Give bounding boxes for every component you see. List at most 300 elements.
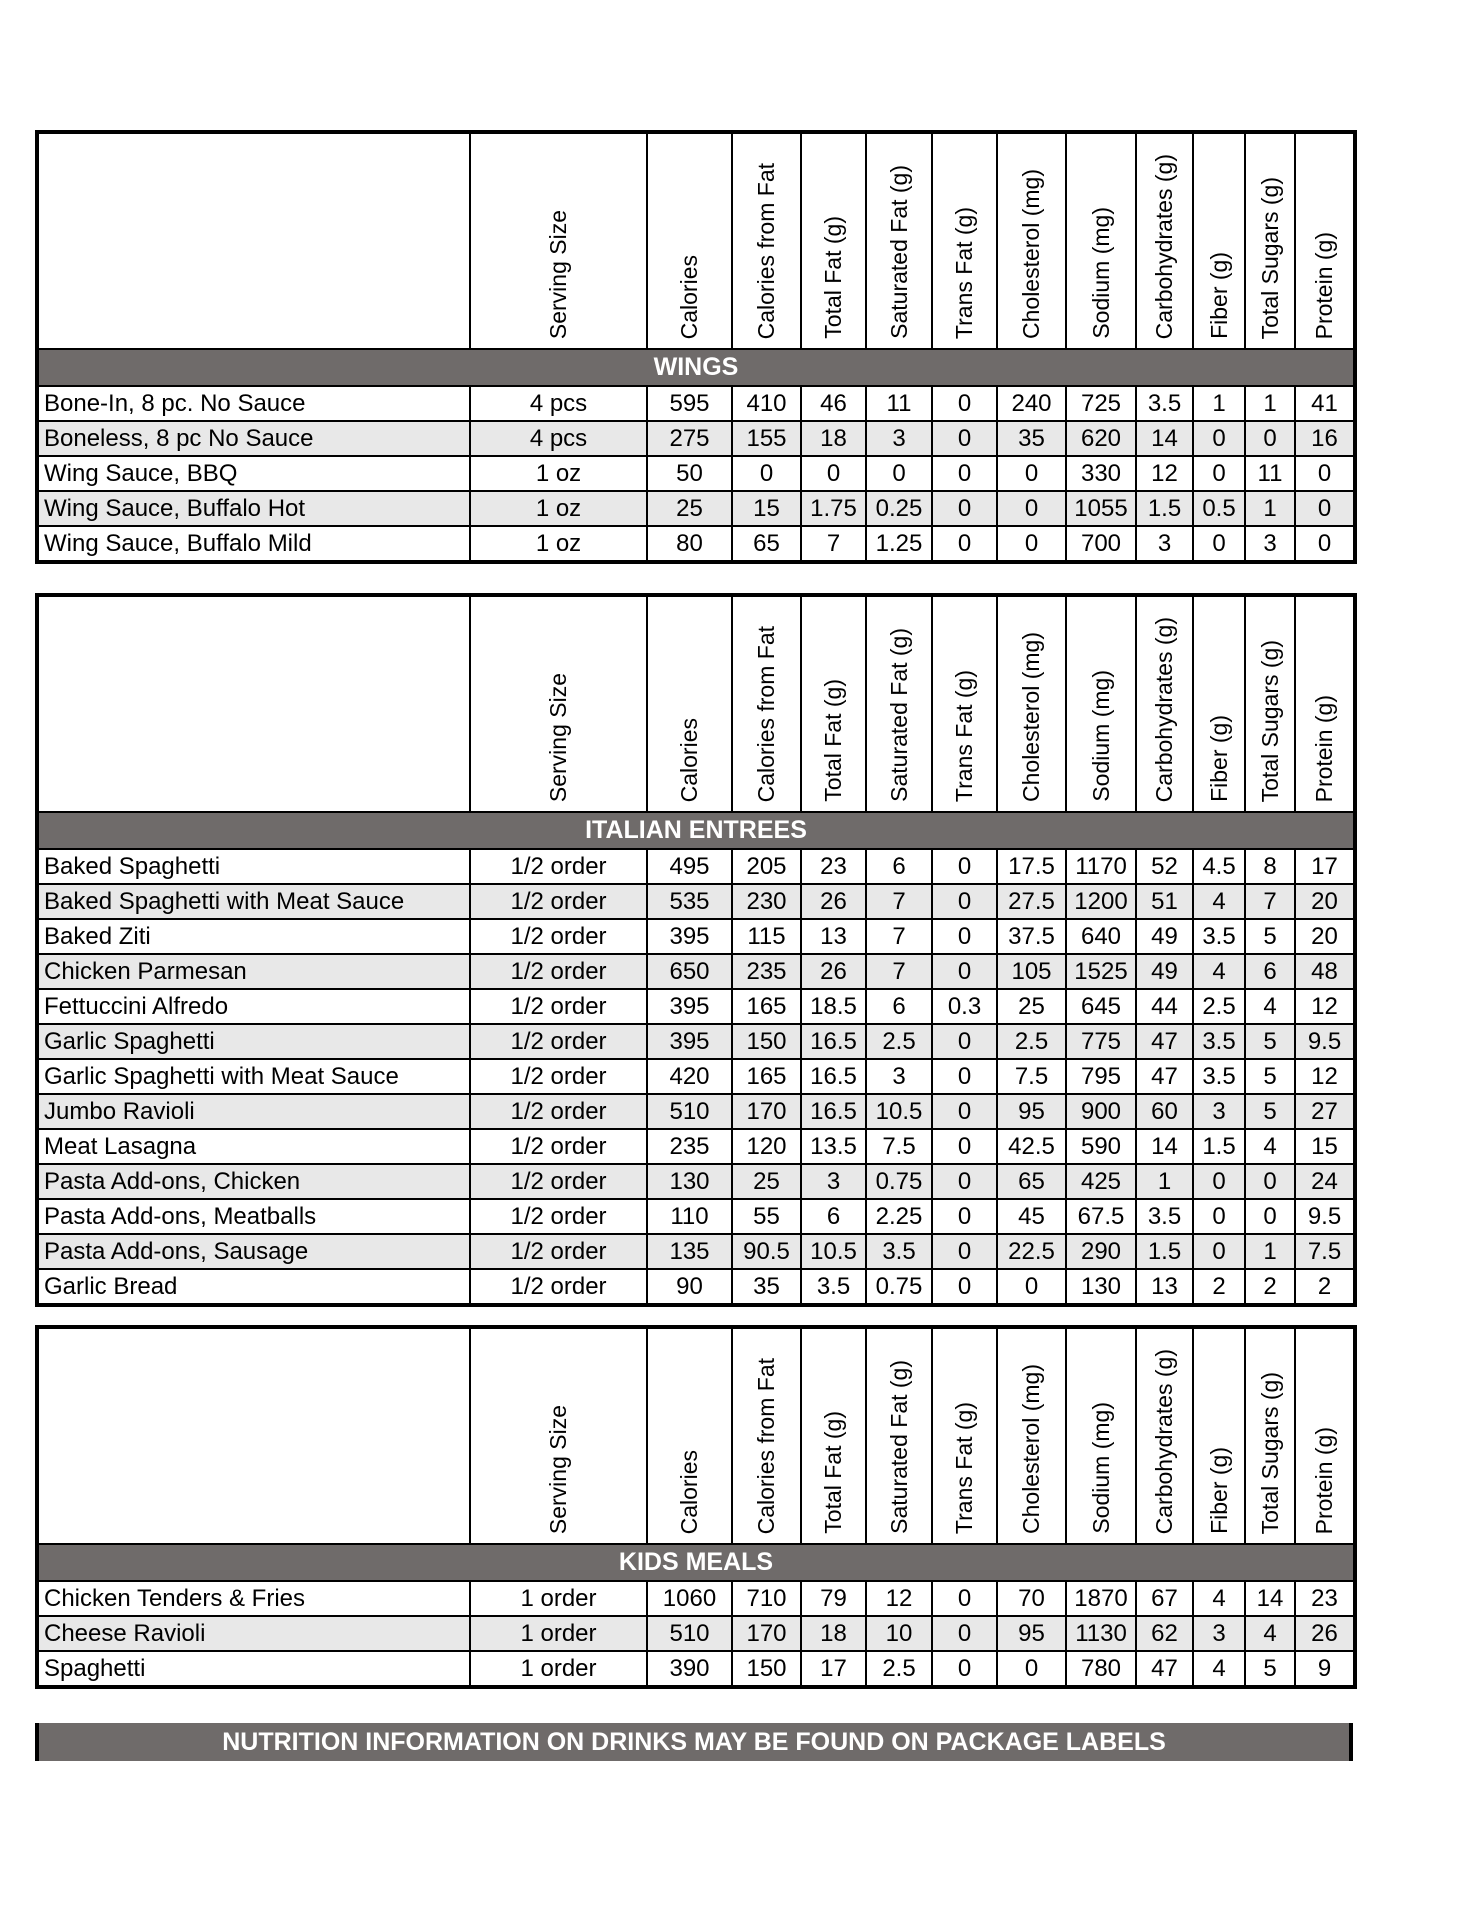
column-header-label: Fiber (g) (1205, 715, 1232, 802)
column-header-row (37, 1327, 1355, 1544)
column-header-serving-size (470, 595, 647, 812)
column-header-calories-from-fat (732, 595, 801, 812)
cell-calories: 275 (647, 421, 732, 456)
table-row (37, 526, 1355, 562)
column-header-trans-fat-g (932, 595, 997, 812)
cell-calories: 80 (647, 526, 732, 562)
cell-protein-g: 0 (1295, 491, 1355, 526)
cell-protein-g: 26 (1295, 1616, 1355, 1651)
cell-total-sugars-g: 7 (1245, 884, 1295, 919)
cell-cholesterol-mg: 0 (997, 1651, 1066, 1687)
cell-total-sugars-g: 0 (1245, 1199, 1295, 1234)
section-title-band (37, 812, 1355, 849)
cell-carbohydrates-g: 49 (1136, 919, 1193, 954)
column-header-label: Carbohydrates (g) (1151, 616, 1177, 802)
cell-total-sugars-g: 1 (1245, 1234, 1295, 1269)
column-header-label: Carbohydrates (g) (1151, 153, 1177, 339)
cell-fiber-g: 2 (1193, 1269, 1245, 1305)
cell-calories-from-fat: 55 (732, 1199, 801, 1234)
table-row (37, 1164, 1355, 1199)
column-header-saturated-fat-g (866, 595, 932, 812)
column-header-total-fat-g (801, 1327, 866, 1544)
column-header-sodium-mg (1066, 595, 1136, 812)
item-name: Chicken Tenders & Fries (37, 1581, 470, 1616)
column-header-label: Calories (676, 1449, 702, 1534)
cell-sodium-mg: 1170 (1066, 849, 1136, 884)
cell-cholesterol-mg: 105 (997, 954, 1066, 989)
cell-calories: 510 (647, 1094, 732, 1129)
item-name: Baked Spaghetti with Meat Sauce (37, 884, 470, 919)
item-name: Pasta Add-ons, Meatballs (37, 1199, 470, 1234)
cell-carbohydrates-g: 14 (1136, 421, 1193, 456)
cell-fiber-g: 0 (1193, 1199, 1245, 1234)
cell-serving-size: 1/2 order (470, 1269, 647, 1305)
cell-carbohydrates-g: 3.5 (1136, 1199, 1193, 1234)
cell-protein-g: 24 (1295, 1164, 1355, 1199)
cell-trans-fat-g: 0 (932, 884, 997, 919)
cell-cholesterol-mg: 0 (997, 491, 1066, 526)
column-header-label: Sodium (mg) (1087, 670, 1114, 802)
wings-table (35, 130, 1357, 564)
item-name: Jumbo Ravioli (37, 1094, 470, 1129)
cell-carbohydrates-g: 49 (1136, 954, 1193, 989)
cell-total-fat-g: 3 (801, 1164, 866, 1199)
cell-calories-from-fat: 165 (732, 989, 801, 1024)
column-header-label: Total Fat (g) (820, 679, 846, 802)
column-header-label: Serving Size (545, 1404, 571, 1534)
table-row (37, 1269, 1355, 1305)
cell-saturated-fat-g: 3.5 (866, 1234, 932, 1269)
item-name: Bone-In, 8 pc. No Sauce (37, 386, 470, 421)
cell-sodium-mg: 67.5 (1066, 1199, 1136, 1234)
cell-carbohydrates-g: 60 (1136, 1094, 1193, 1129)
cell-saturated-fat-g: 10 (866, 1616, 932, 1651)
column-header-label: Total Sugars (g) (1256, 639, 1283, 802)
column-header-calories (647, 1327, 732, 1544)
cell-carbohydrates-g: 1 (1136, 1164, 1193, 1199)
cell-carbohydrates-g: 51 (1136, 884, 1193, 919)
cell-fiber-g: 3.5 (1193, 919, 1245, 954)
cell-fiber-g: 0 (1193, 1234, 1245, 1269)
cell-calories: 130 (647, 1164, 732, 1199)
cell-total-sugars-g: 5 (1245, 1024, 1295, 1059)
table-row (37, 456, 1355, 491)
cell-protein-g: 9 (1295, 1651, 1355, 1687)
cell-total-sugars-g: 4 (1245, 989, 1295, 1024)
column-header-label: Calories from Fat (753, 162, 779, 339)
cell-sodium-mg: 1130 (1066, 1616, 1136, 1651)
cell-protein-g: 27 (1295, 1094, 1355, 1129)
cell-sodium-mg: 700 (1066, 526, 1136, 562)
cell-cholesterol-mg: 70 (997, 1581, 1066, 1616)
cell-serving-size: 1/2 order (470, 1129, 647, 1164)
column-header-total-sugars-g (1245, 132, 1295, 349)
item-name: Cheese Ravioli (37, 1616, 470, 1651)
section-title: ITALIAN ENTREES (37, 812, 1355, 849)
cell-calories-from-fat: 0 (732, 456, 801, 491)
cell-sodium-mg: 290 (1066, 1234, 1136, 1269)
cell-sodium-mg: 780 (1066, 1651, 1136, 1687)
cell-saturated-fat-g: 7 (866, 884, 932, 919)
column-header-label: Total Fat (g) (820, 216, 846, 339)
cell-serving-size: 1 order (470, 1616, 647, 1651)
cell-serving-size: 4 pcs (470, 421, 647, 456)
column-header-label: Calories from Fat (753, 625, 779, 802)
cell-trans-fat-g: 0 (932, 919, 997, 954)
cell-cholesterol-mg: 65 (997, 1164, 1066, 1199)
cell-cholesterol-mg: 17.5 (997, 849, 1066, 884)
cell-total-fat-g: 18.5 (801, 989, 866, 1024)
cell-total-sugars-g: 2 (1245, 1269, 1295, 1305)
italian-entrees-section (35, 593, 1353, 1307)
cell-trans-fat-g: 0 (932, 1651, 997, 1687)
column-header-label: Total Fat (g) (820, 1411, 846, 1534)
cell-carbohydrates-g: 67 (1136, 1581, 1193, 1616)
column-header-cholesterol-mg (997, 132, 1066, 349)
column-header-row (37, 132, 1355, 349)
cell-fiber-g: 4 (1193, 1651, 1245, 1687)
table-row (37, 1616, 1355, 1651)
column-header-label: Cholesterol (mg) (1018, 1364, 1044, 1534)
cell-serving-size: 1/2 order (470, 919, 647, 954)
cell-calories: 595 (647, 386, 732, 421)
cell-serving-size: 1/2 order (470, 1059, 647, 1094)
cell-calories-from-fat: 120 (732, 1129, 801, 1164)
cell-cholesterol-mg: 0 (997, 1269, 1066, 1305)
cell-protein-g: 12 (1295, 989, 1355, 1024)
table-row (37, 386, 1355, 421)
cell-carbohydrates-g: 47 (1136, 1059, 1193, 1094)
cell-calories-from-fat: 710 (732, 1581, 801, 1616)
cell-carbohydrates-g: 62 (1136, 1616, 1193, 1651)
column-header-fiber-g (1193, 1327, 1245, 1544)
cell-total-fat-g: 13.5 (801, 1129, 866, 1164)
cell-saturated-fat-g: 2.25 (866, 1199, 932, 1234)
cell-serving-size: 1/2 order (470, 1199, 647, 1234)
column-header-label: Cholesterol (mg) (1018, 169, 1044, 339)
column-header-label: Trans Fat (g) (951, 206, 977, 339)
column-header-calories-from-fat (732, 1327, 801, 1544)
cell-carbohydrates-g: 52 (1136, 849, 1193, 884)
cell-trans-fat-g: 0 (932, 456, 997, 491)
cell-sodium-mg: 775 (1066, 1024, 1136, 1059)
column-header-saturated-fat-g (866, 1327, 932, 1544)
column-header-total-sugars-g (1245, 595, 1295, 812)
cell-carbohydrates-g: 47 (1136, 1024, 1193, 1059)
cell-trans-fat-g: 0.3 (932, 989, 997, 1024)
cell-serving-size: 1/2 order (470, 1024, 647, 1059)
cell-total-fat-g: 6 (801, 1199, 866, 1234)
cell-trans-fat-g: 0 (932, 1234, 997, 1269)
cell-total-sugars-g: 3 (1245, 526, 1295, 562)
section-title-band (37, 1544, 1355, 1581)
column-header-fiber-g (1193, 595, 1245, 812)
cell-total-sugars-g: 0 (1245, 421, 1295, 456)
cell-total-fat-g: 18 (801, 421, 866, 456)
cell-trans-fat-g: 0 (932, 1199, 997, 1234)
cell-carbohydrates-g: 1.5 (1136, 491, 1193, 526)
cell-total-fat-g: 16.5 (801, 1024, 866, 1059)
column-header-trans-fat-g (932, 1327, 997, 1544)
item-name: Garlic Bread (37, 1269, 470, 1305)
cell-calories-from-fat: 170 (732, 1616, 801, 1651)
table-row (37, 1094, 1355, 1129)
wings-section (35, 130, 1353, 564)
table-row (37, 1129, 1355, 1164)
cell-calories: 235 (647, 1129, 732, 1164)
cell-calories-from-fat: 165 (732, 1059, 801, 1094)
kids-meals-table (35, 1325, 1357, 1689)
cell-serving-size: 1/2 order (470, 1234, 647, 1269)
cell-saturated-fat-g: 7 (866, 954, 932, 989)
table-row (37, 1234, 1355, 1269)
cell-cholesterol-mg: 95 (997, 1616, 1066, 1651)
column-header-trans-fat-g (932, 132, 997, 349)
cell-cholesterol-mg: 7.5 (997, 1059, 1066, 1094)
cell-calories: 420 (647, 1059, 732, 1094)
cell-calories: 395 (647, 919, 732, 954)
cell-cholesterol-mg: 45 (997, 1199, 1066, 1234)
table-row (37, 884, 1355, 919)
cell-total-sugars-g: 8 (1245, 849, 1295, 884)
cell-saturated-fat-g: 2.5 (866, 1024, 932, 1059)
cell-protein-g: 0 (1295, 526, 1355, 562)
cell-calories: 395 (647, 989, 732, 1024)
cell-total-fat-g: 3.5 (801, 1269, 866, 1305)
column-header-label: Trans Fat (g) (951, 669, 977, 802)
column-header-serving-size (470, 1327, 647, 1544)
cell-protein-g: 20 (1295, 884, 1355, 919)
cell-protein-g: 20 (1295, 919, 1355, 954)
cell-total-fat-g: 13 (801, 919, 866, 954)
table-row (37, 1199, 1355, 1234)
column-header-calories (647, 132, 732, 349)
cell-sodium-mg: 1870 (1066, 1581, 1136, 1616)
cell-calories-from-fat: 65 (732, 526, 801, 562)
cell-cholesterol-mg: 37.5 (997, 919, 1066, 954)
cell-fiber-g: 0 (1193, 1164, 1245, 1199)
column-header-fiber-g (1193, 132, 1245, 349)
cell-trans-fat-g: 0 (932, 1616, 997, 1651)
cell-saturated-fat-g: 0.75 (866, 1269, 932, 1305)
cell-cholesterol-mg: 0 (997, 456, 1066, 491)
column-header-label: Serving Size (545, 672, 571, 802)
cell-trans-fat-g: 0 (932, 1581, 997, 1616)
cell-protein-g: 17 (1295, 849, 1355, 884)
cell-total-fat-g: 46 (801, 386, 866, 421)
cell-calories: 395 (647, 1024, 732, 1059)
cell-total-fat-g: 16.5 (801, 1059, 866, 1094)
item-name: Fettuccini Alfredo (37, 989, 470, 1024)
cell-total-fat-g: 10.5 (801, 1234, 866, 1269)
cell-total-sugars-g: 11 (1245, 456, 1295, 491)
cell-fiber-g: 4 (1193, 1581, 1245, 1616)
column-header-label: Cholesterol (mg) (1018, 632, 1044, 802)
column-header-label: Sodium (mg) (1087, 1402, 1114, 1534)
section-title-band (37, 349, 1355, 386)
cell-trans-fat-g: 0 (932, 1164, 997, 1199)
cell-fiber-g: 1.5 (1193, 1129, 1245, 1164)
cell-fiber-g: 3 (1193, 1094, 1245, 1129)
table-row (37, 954, 1355, 989)
cell-carbohydrates-g: 44 (1136, 989, 1193, 1024)
section-title: KIDS MEALS (37, 1544, 1355, 1581)
cell-total-fat-g: 18 (801, 1616, 866, 1651)
cell-serving-size: 1 oz (470, 456, 647, 491)
cell-serving-size: 1/2 order (470, 1094, 647, 1129)
cell-fiber-g: 3.5 (1193, 1024, 1245, 1059)
cell-total-sugars-g: 1 (1245, 491, 1295, 526)
cell-total-sugars-g: 6 (1245, 954, 1295, 989)
cell-calories-from-fat: 15 (732, 491, 801, 526)
cell-calories: 495 (647, 849, 732, 884)
cell-sodium-mg: 1055 (1066, 491, 1136, 526)
cell-serving-size: 1/2 order (470, 884, 647, 919)
cell-sodium-mg: 1200 (1066, 884, 1136, 919)
cell-sodium-mg: 900 (1066, 1094, 1136, 1129)
column-header-calories (647, 595, 732, 812)
table-row (37, 989, 1355, 1024)
cell-sodium-mg: 640 (1066, 919, 1136, 954)
column-header-protein-g (1295, 1327, 1355, 1544)
column-header-carbohydrates-g (1136, 132, 1193, 349)
column-header-label: Protein (g) (1311, 1426, 1337, 1534)
cell-total-fat-g: 1.75 (801, 491, 866, 526)
cell-protein-g: 23 (1295, 1581, 1355, 1616)
cell-calories-from-fat: 150 (732, 1651, 801, 1687)
cell-sodium-mg: 725 (1066, 386, 1136, 421)
cell-total-fat-g: 0 (801, 456, 866, 491)
cell-cholesterol-mg: 0 (997, 526, 1066, 562)
cell-saturated-fat-g: 0 (866, 456, 932, 491)
cell-fiber-g: 4 (1193, 884, 1245, 919)
cell-calories-from-fat: 235 (732, 954, 801, 989)
cell-calories: 50 (647, 456, 732, 491)
cell-saturated-fat-g: 0.75 (866, 1164, 932, 1199)
item-name: Wing Sauce, BBQ (37, 456, 470, 491)
column-header-total-fat-g (801, 132, 866, 349)
cell-sodium-mg: 795 (1066, 1059, 1136, 1094)
cell-trans-fat-g: 0 (932, 1059, 997, 1094)
cell-total-sugars-g: 4 (1245, 1129, 1295, 1164)
cell-carbohydrates-g: 3 (1136, 526, 1193, 562)
cell-cholesterol-mg: 2.5 (997, 1024, 1066, 1059)
cell-total-sugars-g: 5 (1245, 1094, 1295, 1129)
column-header-saturated-fat-g (866, 132, 932, 349)
italian-entrees-table (35, 593, 1357, 1307)
item-name: Chicken Parmesan (37, 954, 470, 989)
cell-calories: 510 (647, 1616, 732, 1651)
item-name: Wing Sauce, Buffalo Hot (37, 491, 470, 526)
cell-sodium-mg: 645 (1066, 989, 1136, 1024)
cell-trans-fat-g: 0 (932, 954, 997, 989)
column-header-label: Saturated Fat (g) (885, 165, 912, 339)
cell-calories: 650 (647, 954, 732, 989)
table-row (37, 1059, 1355, 1094)
cell-protein-g: 0 (1295, 456, 1355, 491)
cell-total-sugars-g: 5 (1245, 919, 1295, 954)
column-header-label: Calories (676, 254, 702, 339)
cell-trans-fat-g: 0 (932, 1269, 997, 1305)
item-name-header (37, 595, 470, 812)
cell-saturated-fat-g: 2.5 (866, 1651, 932, 1687)
cell-saturated-fat-g: 3 (866, 1059, 932, 1094)
cell-fiber-g: 2.5 (1193, 989, 1245, 1024)
column-header-label: Sodium (mg) (1087, 207, 1114, 339)
table-row (37, 491, 1355, 526)
column-header-label: Protein (g) (1311, 694, 1337, 802)
cell-sodium-mg: 130 (1066, 1269, 1136, 1305)
item-name: Baked Ziti (37, 919, 470, 954)
cell-cholesterol-mg: 240 (997, 386, 1066, 421)
cell-serving-size: 1/2 order (470, 954, 647, 989)
cell-fiber-g: 3 (1193, 1616, 1245, 1651)
cell-serving-size: 1/2 order (470, 989, 647, 1024)
cell-total-fat-g: 79 (801, 1581, 866, 1616)
column-header-cholesterol-mg (997, 1327, 1066, 1544)
cell-saturated-fat-g: 10.5 (866, 1094, 932, 1129)
cell-carbohydrates-g: 3.5 (1136, 386, 1193, 421)
column-header-protein-g (1295, 595, 1355, 812)
drinks-info-banner: NUTRITION INFORMATION ON DRINKS MAY BE FOUND ON PACKAGE LABELS (35, 1723, 1353, 1761)
column-header-serving-size (470, 132, 647, 349)
column-header-label: Protein (g) (1311, 231, 1337, 339)
cell-fiber-g: 1 (1193, 386, 1245, 421)
item-name: Meat Lasagna (37, 1129, 470, 1164)
cell-calories-from-fat: 410 (732, 386, 801, 421)
item-name-header (37, 132, 470, 349)
cell-serving-size: 1/2 order (470, 1164, 647, 1199)
cell-calories: 110 (647, 1199, 732, 1234)
column-header-row (37, 595, 1355, 812)
cell-calories-from-fat: 115 (732, 919, 801, 954)
cell-calories: 1060 (647, 1581, 732, 1616)
cell-total-fat-g: 23 (801, 849, 866, 884)
column-header-label: Trans Fat (g) (951, 1401, 977, 1534)
column-header-label: Saturated Fat (g) (885, 1360, 912, 1534)
cell-protein-g: 48 (1295, 954, 1355, 989)
cell-calories: 135 (647, 1234, 732, 1269)
cell-saturated-fat-g: 1.25 (866, 526, 932, 562)
item-name: Pasta Add-ons, Chicken (37, 1164, 470, 1199)
cell-sodium-mg: 590 (1066, 1129, 1136, 1164)
cell-serving-size: 1 oz (470, 491, 647, 526)
cell-trans-fat-g: 0 (932, 1024, 997, 1059)
column-header-label: Fiber (g) (1205, 1447, 1232, 1534)
cell-calories: 90 (647, 1269, 732, 1305)
column-header-label: Fiber (g) (1205, 252, 1232, 339)
cell-trans-fat-g: 0 (932, 849, 997, 884)
table-row (37, 849, 1355, 884)
cell-carbohydrates-g: 1.5 (1136, 1234, 1193, 1269)
cell-calories-from-fat: 35 (732, 1269, 801, 1305)
column-header-label: Total Sugars (g) (1256, 1371, 1283, 1534)
cell-sodium-mg: 1525 (1066, 954, 1136, 989)
cell-saturated-fat-g: 7.5 (866, 1129, 932, 1164)
column-header-total-fat-g (801, 595, 866, 812)
cell-trans-fat-g: 0 (932, 526, 997, 562)
cell-trans-fat-g: 0 (932, 421, 997, 456)
cell-fiber-g: 3.5 (1193, 1059, 1245, 1094)
column-header-sodium-mg (1066, 132, 1136, 349)
cell-total-sugars-g: 14 (1245, 1581, 1295, 1616)
cell-calories-from-fat: 155 (732, 421, 801, 456)
cell-carbohydrates-g: 12 (1136, 456, 1193, 491)
cell-protein-g: 15 (1295, 1129, 1355, 1164)
table-row (37, 421, 1355, 456)
column-header-label: Calories from Fat (753, 1357, 779, 1534)
item-name: Pasta Add-ons, Sausage (37, 1234, 470, 1269)
